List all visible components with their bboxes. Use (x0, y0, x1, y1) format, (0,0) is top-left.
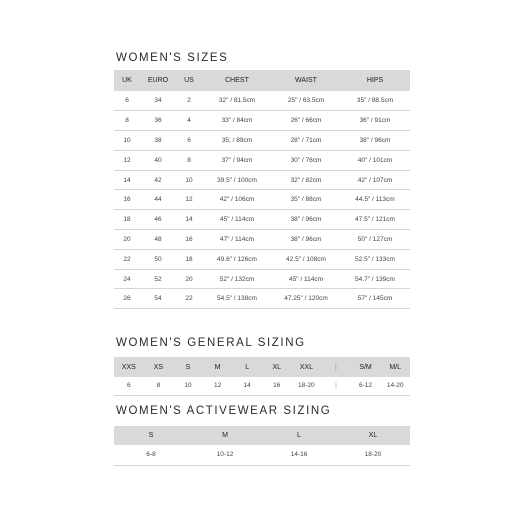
cell-waist: 45" / 114cm (272, 269, 340, 289)
header-size: XXL (292, 357, 322, 377)
cell-hips: 44.5" / 113cm (340, 190, 410, 210)
womens-activewear-sizing-title: WOMEN'S ACTIVEWEAR SIZING (116, 405, 332, 417)
header-size: M (188, 426, 262, 445)
cell-hips: 54.7" / 139cm (340, 269, 410, 289)
header-size: L (262, 426, 336, 445)
table-row (114, 131, 410, 151)
cell-euro: 44 (140, 190, 176, 210)
cell-size-range: 6 (114, 377, 144, 395)
cell-euro: 36 (140, 111, 176, 131)
cell-us: 22 (176, 289, 202, 309)
cell-size-range: 18-20 (292, 377, 322, 395)
cell-euro: 46 (140, 210, 176, 230)
table-row (114, 269, 410, 289)
cell-hips: 42" / 107cm (340, 170, 410, 190)
cell-chest: 49.6" / 126cm (202, 249, 272, 269)
cell-chest: 45" / 114cm (202, 210, 272, 230)
cell-uk: 26 (114, 289, 140, 309)
cell-waist: 42.5" / 108cm (272, 249, 340, 269)
cell-size-range: 18-20 (336, 445, 410, 465)
cell-euro: 52 (140, 269, 176, 289)
table-row (114, 377, 410, 395)
cell-us: 8 (176, 150, 202, 170)
cell-chest: 39.5" / 100cm (202, 170, 272, 190)
cell-size-range: 14-16 (262, 445, 336, 465)
table-row (114, 190, 410, 210)
cell-waist: 26" / 66cm (272, 111, 340, 131)
cell-waist: 28" / 71cm (272, 131, 340, 151)
cell-chest: 37" / 94cm (202, 150, 272, 170)
cell-waist: 47.25" / 120cm (272, 289, 340, 309)
cell-size-range: 12 (203, 377, 233, 395)
cell-chest: 54.5" / 138cm (202, 289, 272, 309)
cell-euro: 54 (140, 289, 176, 309)
cell-size-range: 6-8 (114, 445, 188, 465)
header-size: XL (262, 357, 292, 377)
cell-us: 10 (176, 170, 202, 190)
cell-chest: 52" / 132cm (202, 269, 272, 289)
table-row (114, 111, 410, 131)
cell-us: 6 (176, 131, 202, 151)
cell-us: 16 (176, 230, 202, 250)
cell-euro: 48 (140, 230, 176, 250)
cell-euro: 40 (140, 150, 176, 170)
header-size: XL (336, 426, 410, 445)
cell-chest: 47" / 114cm (202, 230, 272, 250)
table-header-row (114, 70, 410, 91)
header-size: M (203, 357, 233, 377)
table-row (114, 289, 410, 309)
cell-uk: 22 (114, 249, 140, 269)
cell-waist: 38" / 96cm (272, 210, 340, 230)
cell-euro: 42 (140, 170, 176, 190)
cell-us: 14 (176, 210, 202, 230)
cell-chest: 32" / 81.5cm (202, 91, 272, 111)
cell-chest: 35; / 89cm (202, 131, 272, 151)
header-size: S (173, 357, 203, 377)
womens-activewear-sizing-table (114, 426, 410, 466)
womens-sizes-table (114, 70, 410, 309)
table-row (114, 170, 410, 190)
cell-us: 12 (176, 190, 202, 210)
cell-waist: 25" / 63.5cm (272, 91, 340, 111)
cell-waist: 30" / 76cm (272, 150, 340, 170)
cell-euro: 34 (140, 91, 176, 111)
womens-sizes-title: WOMEN'S SIZES (116, 52, 229, 64)
cell-euro: 38 (140, 131, 176, 151)
table-header-row (114, 426, 410, 445)
cell-waist: 32" / 82cm (272, 170, 340, 190)
separator: | (321, 357, 351, 377)
cell-uk: 8 (114, 111, 140, 131)
cell-hips: 57" / 145cm (340, 289, 410, 309)
cell-uk: 20 (114, 230, 140, 250)
table-row (114, 445, 410, 465)
cell-size-range: 14 (232, 377, 262, 395)
cell-chest: 42" / 106cm (202, 190, 272, 210)
separator: | (321, 377, 351, 395)
header-us: US (176, 70, 202, 91)
cell-us: 20 (176, 269, 202, 289)
cell-hips: 36" / 91cm (340, 111, 410, 131)
header-euro: EURO (140, 70, 176, 91)
header-size: XS (144, 357, 174, 377)
header-waist: WAIST (272, 70, 340, 91)
cell-size-range: 14-20 (380, 377, 410, 395)
cell-size-range: 10-12 (188, 445, 262, 465)
cell-hips: 38" / 96cm (340, 131, 410, 151)
header-uk: UK (114, 70, 140, 91)
cell-waist: 35" / 88cm (272, 190, 340, 210)
cell-hips: 35" / 88.5cm (340, 91, 410, 111)
cell-uk: 6 (114, 91, 140, 111)
cell-uk: 24 (114, 269, 140, 289)
header-size: L (232, 357, 262, 377)
cell-chest: 33" / 84cm (202, 111, 272, 131)
table-row (114, 210, 410, 230)
cell-us: 2 (176, 91, 202, 111)
cell-hips: 40" / 101cm (340, 150, 410, 170)
cell-size-range: 16 (262, 377, 292, 395)
table-row (114, 230, 410, 250)
cell-size-range: 10 (173, 377, 203, 395)
cell-uk: 16 (114, 190, 140, 210)
cell-hips: 47.5" / 121cm (340, 210, 410, 230)
cell-uk: 10 (114, 131, 140, 151)
cell-size-range: 8 (144, 377, 174, 395)
cell-us: 4 (176, 111, 202, 131)
header-chest: CHEST (202, 70, 272, 91)
cell-size-range: 6-12 (351, 377, 381, 395)
header-hips: HIPS (340, 70, 410, 91)
header-size: S (114, 426, 188, 445)
womens-general-sizing-title: WOMEN'S GENERAL SIZING (116, 337, 306, 349)
header-size: XXS (114, 357, 144, 377)
cell-hips: 50" / 127cm (340, 230, 410, 250)
table-row (114, 150, 410, 170)
womens-general-sizing-table (114, 357, 410, 396)
sizes-table-body (114, 91, 410, 309)
table-row (114, 91, 410, 111)
table-header-row (114, 357, 410, 377)
cell-uk: 14 (114, 170, 140, 190)
cell-waist: 38" / 96cm (272, 230, 340, 250)
cell-hips: 52.5" / 133cm (340, 249, 410, 269)
cell-uk: 12 (114, 150, 140, 170)
header-size: S/M (351, 357, 381, 377)
header-size: M/L (380, 357, 410, 377)
cell-us: 18 (176, 249, 202, 269)
cell-uk: 18 (114, 210, 140, 230)
cell-euro: 50 (140, 249, 176, 269)
table-row (114, 249, 410, 269)
